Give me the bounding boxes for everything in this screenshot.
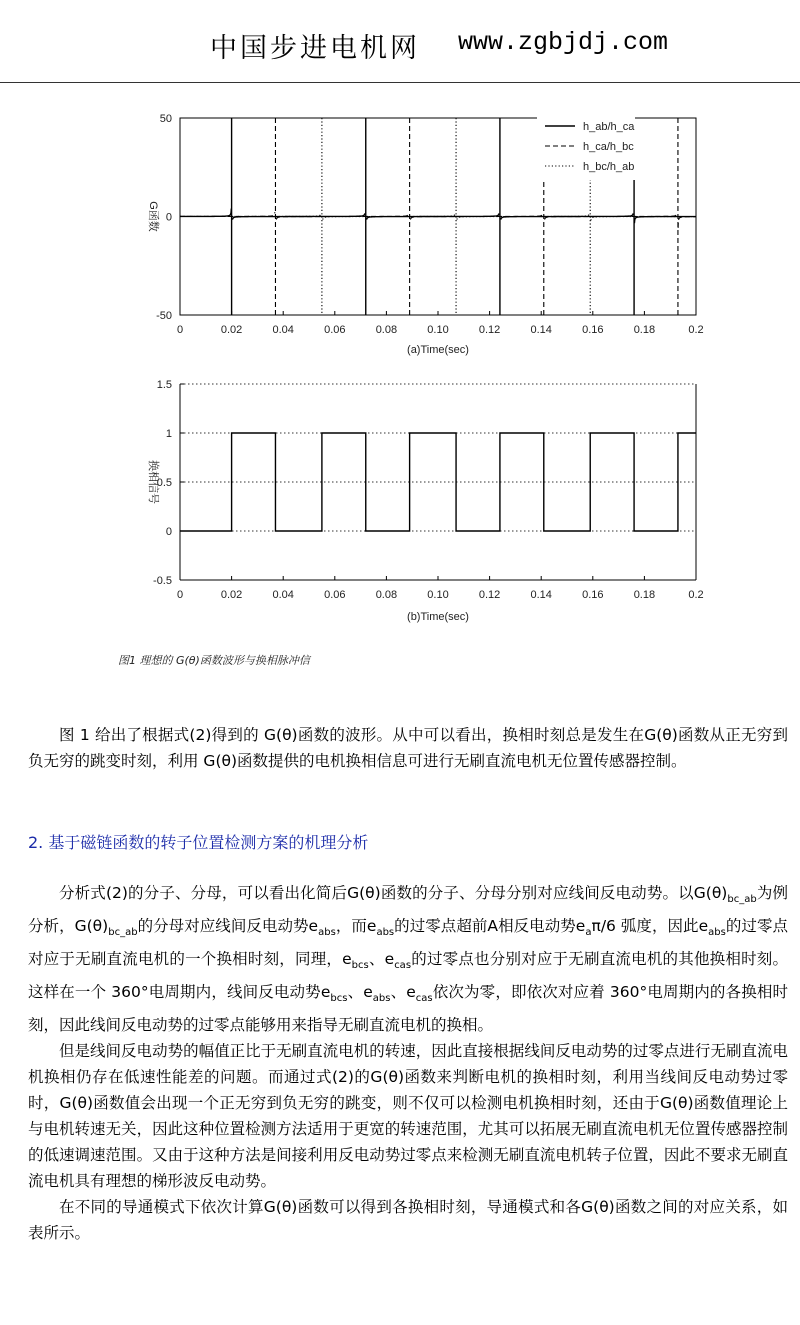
chart-a-xtick-label: 0.2 (688, 324, 704, 336)
chart-a-xtick-label: 0.06 (324, 324, 346, 336)
chart-a-legend-label: h_ab/h_ca (583, 121, 635, 133)
header-rule (0, 82, 800, 83)
chart-b-commutation-signal (0, 365, 800, 635)
figure-caption: 图1 理想的 G(θ)函数波形与换相脉冲信 (118, 654, 310, 667)
chart-b-xtick-label: 0.04 (272, 589, 294, 601)
chart-a-xtick-label: 0.08 (375, 324, 398, 336)
chart-a-xtick-label: 0 (176, 324, 184, 336)
chart-a-xtick-label: 0.10 (427, 324, 449, 336)
chart-b-ytick-label: 0 (165, 526, 172, 538)
chart-a-xlabel: (a)Time(sec) (407, 344, 469, 356)
chart-a-ylabel: G函数 (147, 201, 159, 232)
chart-b-xtick-label: 0 (176, 589, 184, 601)
chart-a-xtick-label: 0.18 (633, 324, 656, 336)
chart-a-xtick-label: 0.16 (582, 324, 604, 336)
chart-b-xtick-label: 0.16 (582, 589, 604, 601)
section-title: 2. 基于磁链函数的转子位置检测方案的机理分析 (28, 833, 369, 852)
page-header (0, 22, 800, 62)
chart-a-xtick-label: 0.02 (220, 324, 243, 336)
chart-a-legend-label: h_bc/h_ab (583, 161, 635, 173)
paragraph-3: 但是线间反电动势的幅值正比于无刷直流电机的转速，因此直接根据线间反电动势的过零点进行无刷直流电机换相仍存在低速性能差的问题。而通过式(2)的G(θ)函数来判断电机的换相时刻，利用当线间反电动势过零时，G(θ)函数值会出现一个正无穷到负无穷的跳变，则不仅可以检测电机换相时刻，还由于G(θ)函数值理论上与电机转速无关，因此这种位置检测方法适用于更宽的转速范围，尤其可以拓展无刷直流电机无位置传感器控制的低速调速范围。又由于这种方法是间接利用反电动势过零点来检测无刷直流电机转子位置，因此不要求无刷直流电机具有理想的梯形波反电动势。 (28, 1042, 788, 1191)
chart-b-ytick-label: 1.5 (156, 379, 172, 391)
site-url[interactable]: www.zgbjdj.com (458, 28, 669, 57)
paragraph-4: 在不同的导通模式下依次计算G(θ)函数可以得到各换相时刻，导通模式和各G(θ)函数之间的对应关系，如表所示。 (28, 1198, 788, 1243)
chart-a-g-function (0, 100, 800, 365)
chart-a-series-solid-segment (180, 209, 231, 217)
chart-a-ytick-label: 0 (165, 211, 172, 224)
paragraph-2: 分析式(2)的分子、分母，可以看出化简后G(θ)函数的分子、分母分别对应线间反电动势。以$G(\theta)_{bc\_ab}$为例分析，$G(\theta)_{bc\_ab}$的分母对应线间反电动势$e_{abs}$，而$e_{abs}$的过零点超前A相反电动势$e_a\pi/6$ 弧度，因此$e_{abs}$的过零点对应于无刷直流电机的一个换相时刻，同理，$e_{bcs}$、$e_{cas}$的过零点也分别对应于无刷直流电机的其他换相时刻。这样在一个 360°电周期内，线间反电动势$e_{bcs}$、$e_{abs}$、$e_{cas}$依次为零，即依次对应着 360°电周期内的各换相时刻，因此线间反电动势的过零点能够用来指导无刷直流电机的换相。 (28, 884, 788, 1035)
chart-a-ytick-label: 50 (159, 113, 172, 125)
paragraph-1 (28, 722, 788, 774)
chart-b-ytick-label: -0.5 (153, 575, 172, 587)
paragraph-1-text: 图 1 给出了根据式(2)得到的 G(θ)函数的波形。从中可以看出，换相时刻总是发生在G(θ)函数从正无穷到负无穷的跳变时刻，利用 G(θ)函数提供的电机换相信息可进行无刷直流电机无位置传感器控制。 (28, 726, 788, 770)
chart-b-xtick-label: 0.10 (427, 589, 449, 601)
chart-b-xtick-label: 0.12 (478, 589, 501, 601)
chart-a-ytick-label: -50 (156, 310, 172, 322)
chart-b-xtick-label: 0.2 (688, 589, 704, 601)
chart-b-xtick-label: 0.08 (375, 589, 398, 601)
chart-b-ylabel: 换相信号 (147, 460, 159, 504)
chart-b-xtick-label: 0.06 (324, 589, 346, 601)
chart-a-legend-label: h_ca/h_bc (583, 141, 634, 153)
chart-a-xtick-label: 0.14 (530, 324, 552, 336)
chart-a-series-solid-segment (634, 217, 696, 224)
chart-b-xtick-label: 0.14 (530, 589, 552, 601)
chart-b-ytick-label: 0.5 (156, 477, 172, 489)
chart-b-xtick-label: 0.02 (220, 589, 243, 601)
chart-a-xtick-label: 0.12 (478, 324, 501, 336)
chart-b-ytick-label: 1 (165, 428, 172, 440)
chart-b-xtick-label: 0.18 (633, 589, 656, 601)
site-title: 中国步进电机网 (210, 33, 420, 64)
paragraph-2-block (28, 880, 788, 1246)
chart-a-series-dashed-segment (678, 217, 696, 228)
chart-b-xlabel: (b)Time(sec) (407, 611, 469, 623)
chart-a-xtick-label: 0.04 (272, 324, 294, 336)
